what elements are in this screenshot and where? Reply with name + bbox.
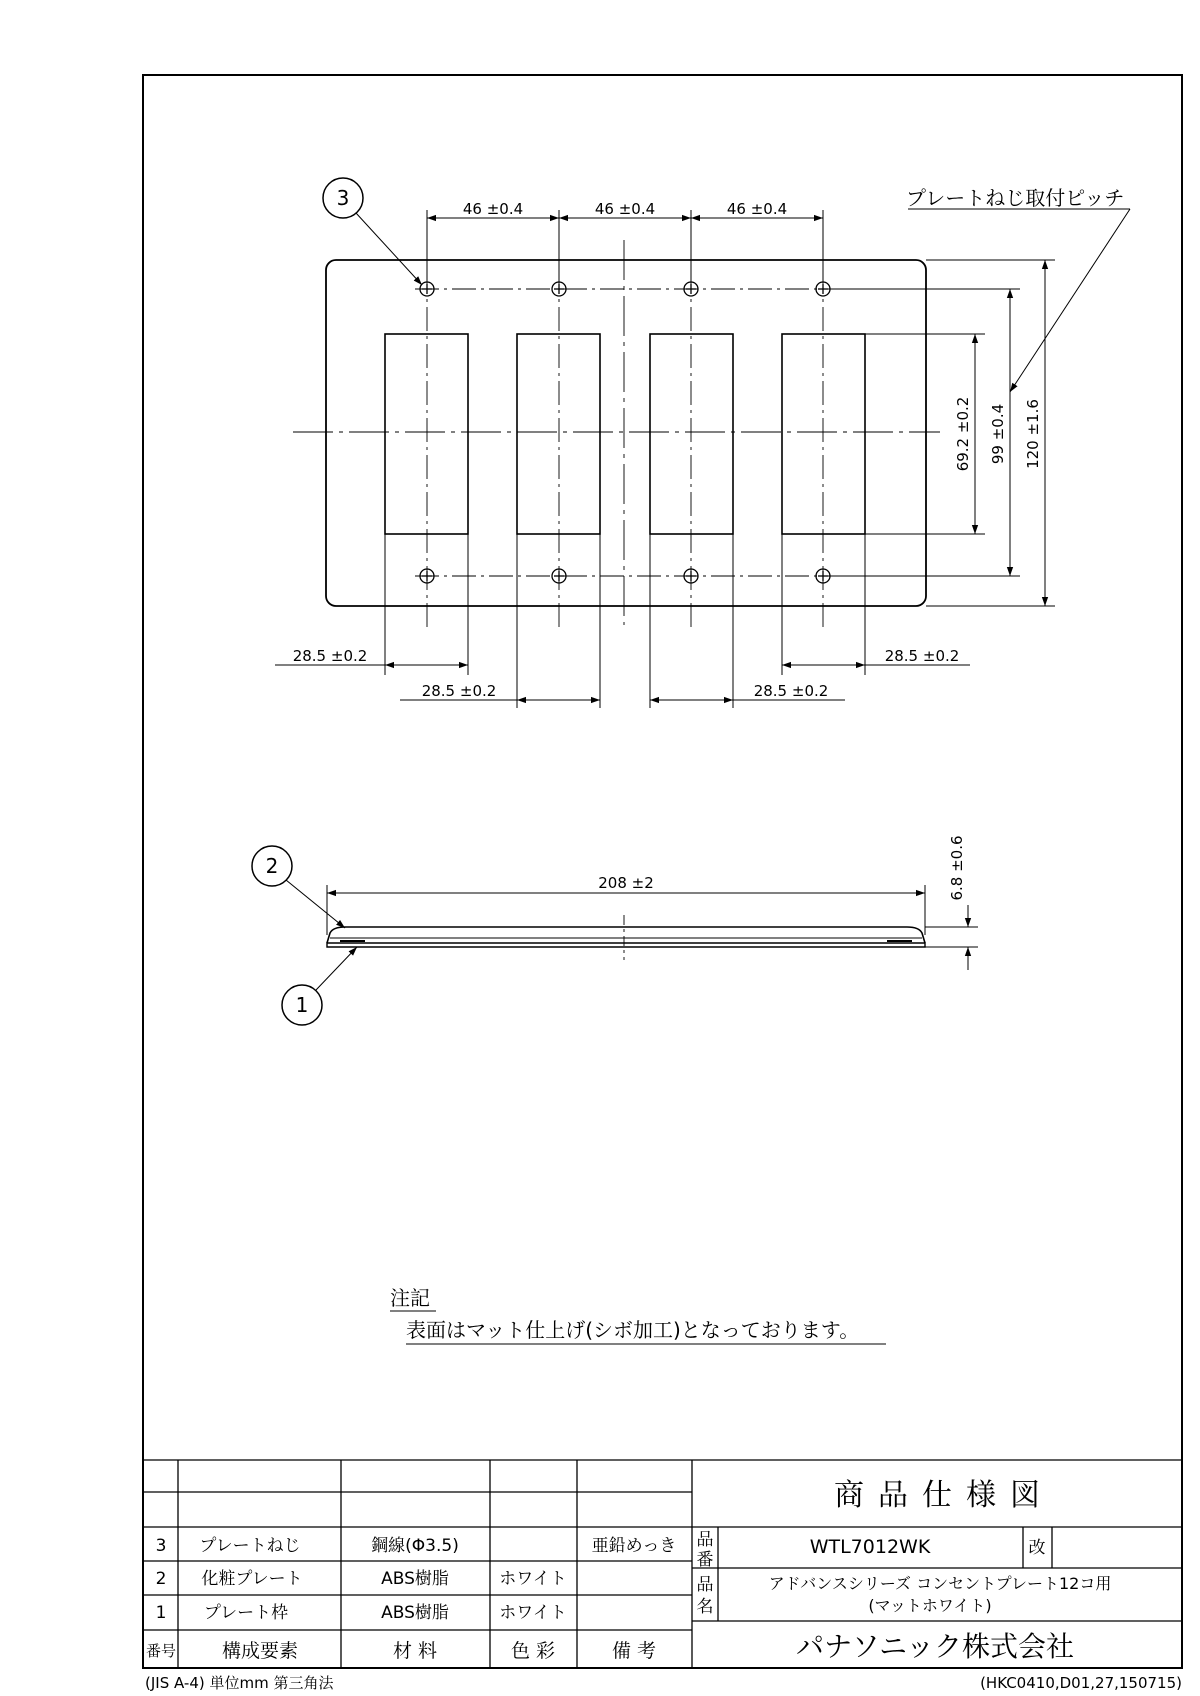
dim-opening-w-inner-left: 28.5 ±0.2: [421, 682, 497, 700]
dim-pitch-1: 46 ±0.4: [462, 200, 524, 218]
screw-icon: [552, 569, 566, 583]
dim-screw-pitch-v: 99 ±0.4: [989, 403, 1007, 465]
part-component: プレート枠: [203, 1603, 289, 1623]
part-material: ABS樹脂: [381, 1603, 449, 1623]
dim-opening-h: 69.2 ±0.2: [954, 396, 972, 472]
bubble-label-1: 1: [295, 993, 309, 1017]
part-component: 化粧プレート: [201, 1569, 303, 1589]
product-number-label: 品: [696, 1530, 714, 1550]
decorative-plate-profile: [327, 927, 925, 943]
dim-plate-w: 208 ±2: [598, 874, 654, 892]
dim-opening-w-inner-right: 28.5 ±0.2: [753, 682, 829, 700]
product-number: WTL7012WK: [809, 1536, 931, 1558]
part-remarks: 亜鉛めっき: [591, 1536, 677, 1556]
plate-outline: [326, 260, 926, 606]
part-no: 2: [155, 1569, 167, 1589]
part-color: ホワイト: [499, 1603, 567, 1623]
dim-plate-h: 120 ±1.6: [1024, 399, 1042, 469]
part-component: プレートねじ: [199, 1536, 301, 1556]
screw-icon: [816, 569, 830, 583]
header-no: 番号: [145, 1642, 177, 1660]
plate-frame-profile: [327, 943, 925, 947]
dim-opening-w-right: 28.5 ±0.2: [884, 647, 960, 665]
footer-left: (JIS A-4) 単位mm 第三角法: [145, 1674, 334, 1692]
opening-2: [517, 334, 600, 534]
product-name-label: 品: [696, 1575, 714, 1595]
header-material: 材 料: [392, 1640, 438, 1662]
screw-icon: [552, 282, 566, 296]
screw-pitch-label: プレートねじ取付ピッチ: [906, 186, 1125, 210]
product-number-label: 番: [696, 1550, 714, 1570]
opening-1: [385, 334, 468, 534]
header-color: 色 彩: [510, 1640, 556, 1662]
revision-label: 改: [1028, 1538, 1046, 1558]
product-name-line2: (マットホワイト): [868, 1596, 992, 1615]
header-remarks: 備 考: [611, 1640, 657, 1662]
side-view: [252, 846, 978, 1025]
bubble-label-2: 2: [265, 854, 279, 878]
screw-icon: [684, 282, 698, 296]
part-material: 鋼線(Φ3.5): [371, 1536, 459, 1556]
dim-pitch-3: 46 ±0.4: [726, 200, 788, 218]
opening-4: [782, 334, 865, 534]
part-color: ホワイト: [499, 1569, 567, 1589]
product-name-line1: アドバンスシリーズ コンセントプレート12コ用: [768, 1574, 1112, 1593]
dim-thickness: 6.8 ±0.6: [948, 835, 966, 901]
note-text: 表面はマット仕上げ(シボ加工)となっております。: [406, 1318, 860, 1342]
footer-right: (HKC0410,D01,27,150715): [980, 1674, 1182, 1692]
opening-3: [650, 334, 733, 534]
company-name: パナソニック株式会社: [795, 1630, 1075, 1663]
bubble-label-3: 3: [336, 186, 350, 210]
part-material: ABS樹脂: [381, 1569, 449, 1589]
screw-icon: [420, 569, 434, 583]
screw-icon: [420, 282, 434, 296]
title-block-title: 商品仕様図: [834, 1478, 1054, 1513]
product-name-label: 名: [696, 1597, 714, 1617]
header-component: 構成要素: [221, 1640, 299, 1662]
dim-pitch-2: 46 ±0.4: [594, 200, 656, 218]
screw-icon: [816, 282, 830, 296]
dim-opening-w-left: 28.5 ±0.2: [292, 647, 368, 665]
part-no: 3: [155, 1536, 167, 1556]
note-title: 注記: [390, 1286, 430, 1310]
screw-icon: [684, 569, 698, 583]
part-no: 1: [155, 1603, 167, 1623]
sheet-border: [143, 75, 1182, 1668]
